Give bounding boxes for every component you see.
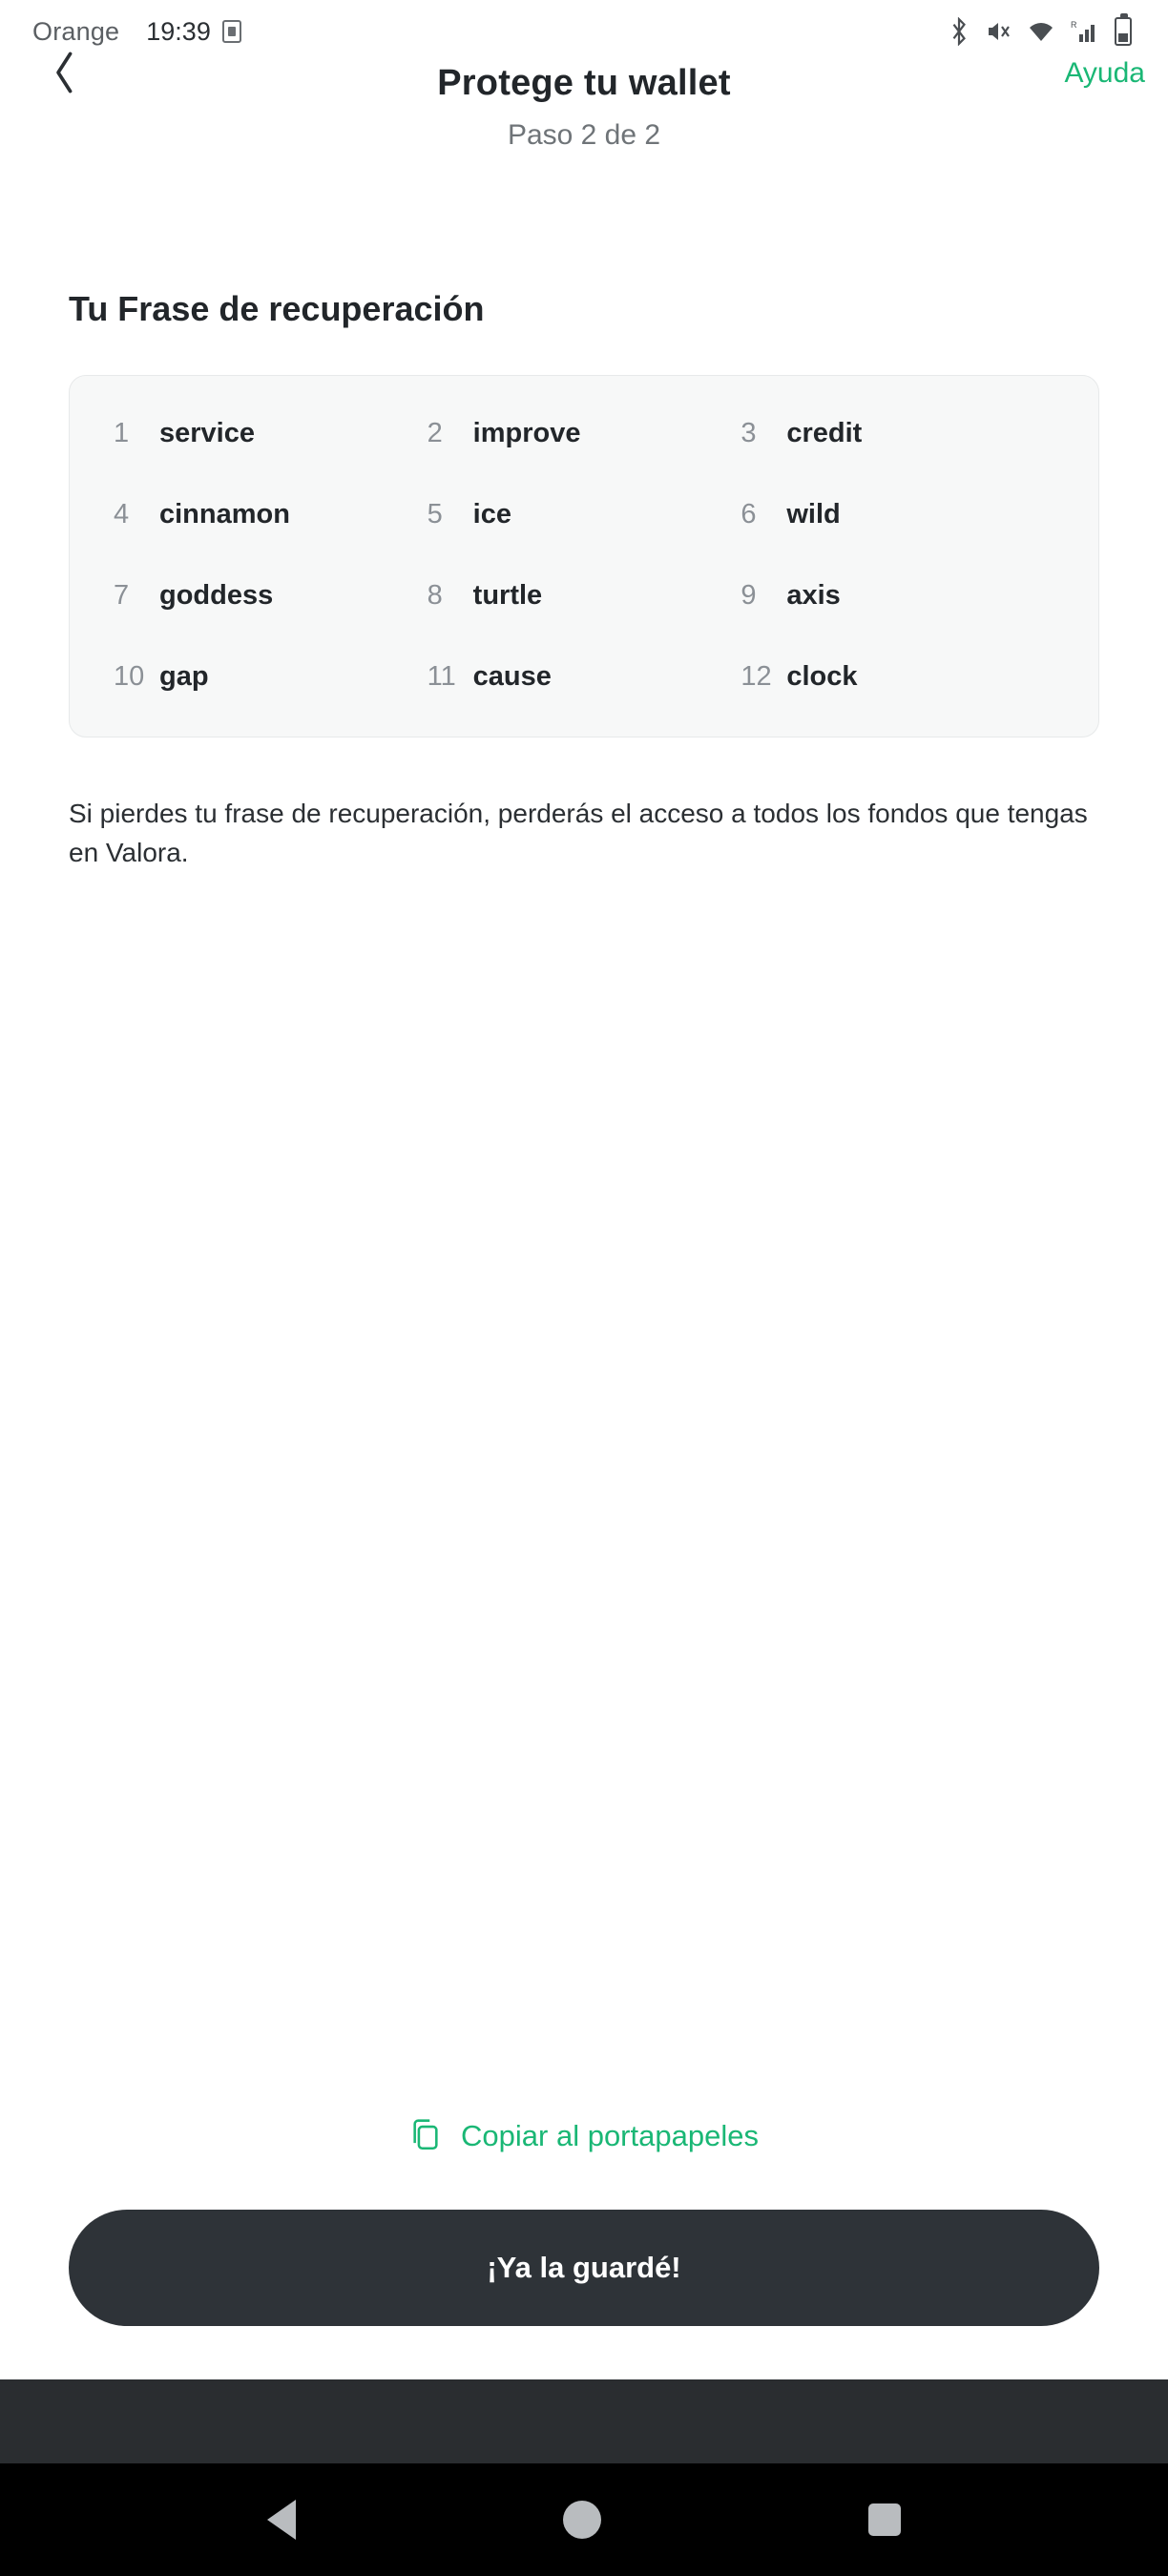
copy-icon [409,2118,442,2154]
phrase-word [114,418,428,449]
word-text: wild [786,499,841,530]
mute-icon [985,19,1012,44]
word-index: 1 [114,418,130,448]
word-index: 9 [740,580,757,611]
wifi-icon [1027,20,1055,43]
main-content [0,169,1168,2379]
copy-label: Copiar al portapapeles [461,2119,759,2152]
cellular-signal-icon [1071,19,1099,44]
carrier-label: Orange [32,16,120,46]
recovery-phrase-heading: Tu Frase de recuperación [69,289,485,328]
status-clock: 19:39 [146,16,211,46]
word-index: 10 [114,661,145,692]
sim-card-icon [222,20,241,43]
nav-back-icon[interactable] [267,2500,296,2540]
word-index: 6 [740,499,757,530]
status-bar [0,0,1168,63]
word-text: gap [159,661,209,692]
phrase-word [114,661,428,693]
content-spacer [69,872,1099,2118]
nav-recents-icon[interactable] [868,2503,901,2536]
word-index: 4 [114,499,130,530]
phrase-word [428,661,741,693]
word-index: 8 [427,580,443,611]
app-header [0,57,1168,169]
word-text: cause [472,661,552,692]
page-subtitle: Paso 2 de 2 [507,119,661,151]
phrase-word [740,580,1054,612]
bluetooth-icon [949,17,970,46]
word-text: clock [786,661,858,692]
phrase-word [740,661,1054,693]
phrase-word [740,418,1054,449]
back-button[interactable] [38,46,92,99]
status-icons [949,17,1136,46]
system-navigation-bar [0,2463,1168,2576]
battery-icon [1115,17,1132,46]
svg-text:R: R [1071,20,1077,30]
phrase-word [428,580,741,612]
phrase-word [114,580,428,612]
phrase-word [740,499,1054,530]
word-text: turtle [472,580,543,611]
page-title: Protege tu wallet [437,63,731,103]
phrase-word [428,499,741,530]
word-index: 12 [740,661,772,692]
recovery-phrase-grid [114,418,1054,693]
word-index: 3 [740,418,757,448]
word-index: 5 [427,499,443,530]
word-text: cinnamon [159,499,290,530]
word-text: credit [786,418,863,448]
word-text: service [159,418,255,448]
word-text: goddess [159,580,274,611]
help-link[interactable]: Ayuda [1064,57,1145,89]
word-text: improve [472,418,581,448]
word-index: 7 [114,580,130,611]
word-index: 2 [427,418,443,448]
copy-to-clipboard-button[interactable] [69,2118,1099,2154]
nav-home-icon[interactable] [563,2501,601,2539]
recovery-phrase-card [69,375,1099,737]
warning-text: Si pierdes tu frase de recuperación, perderás el acceso a todos los fondos que tengas en Valora. [69,799,1088,867]
word-index: 11 [427,661,456,692]
gesture-area [0,2379,1168,2463]
word-text: ice [472,499,511,530]
saved-confirm-button[interactable]: ¡Ya la guardé! [69,2210,1099,2326]
phrase-word [428,418,741,449]
word-text: axis [786,580,841,611]
phrase-word [114,499,428,530]
